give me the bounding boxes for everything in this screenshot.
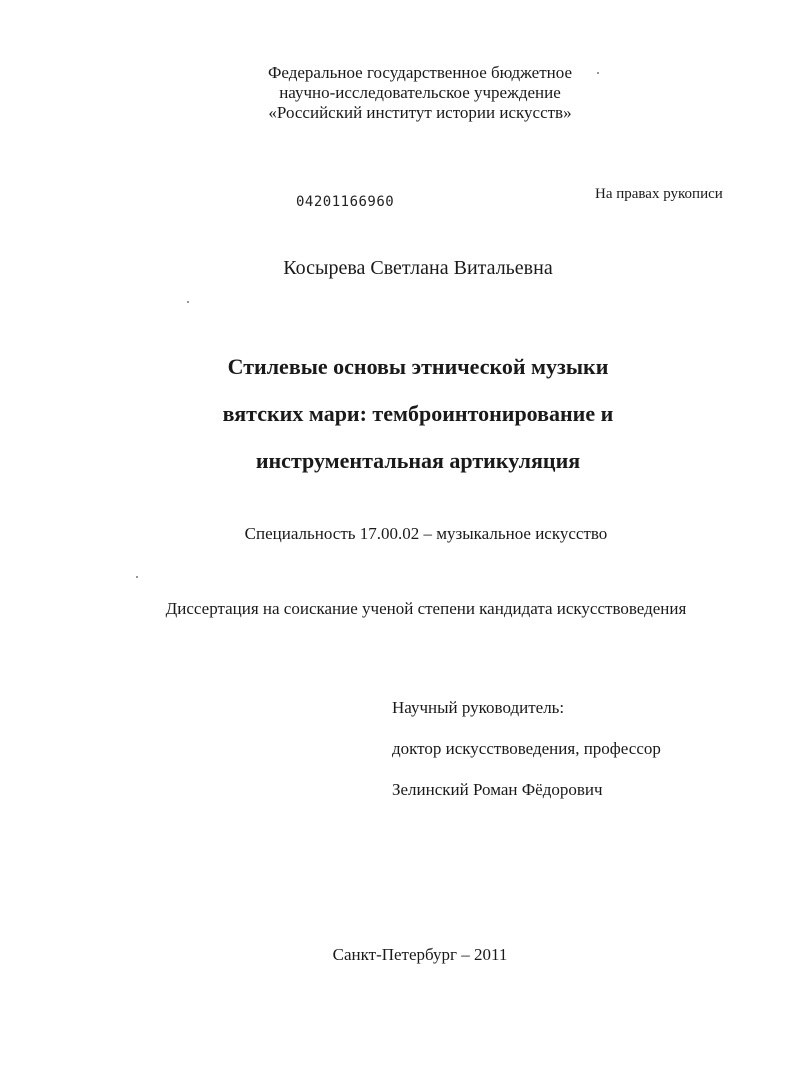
institution-line-3: «Российский институт истории искусств»: [268, 103, 572, 122]
institution-line-1: Федеральное государственное бюджетное: [267, 63, 573, 82]
institution-header: [20, 63, 792, 123]
title-line-3: инструментальная артикуляция: [255, 448, 581, 473]
title-line-1: Стилевые основы этнической музыки: [227, 354, 609, 379]
scan-speck: [136, 576, 138, 578]
scan-speck: [597, 72, 599, 74]
scientific-advisor: [392, 687, 661, 810]
scan-speck: [187, 301, 189, 303]
advisor-name: Зелинский Роман Фёдорович: [392, 780, 603, 799]
dissertation-title: [22, 343, 792, 484]
advisor-degree: доктор искусствоведения, профессор: [392, 739, 661, 758]
registration-code: 04201166960: [296, 194, 395, 210]
author-name: Косырева Светлана Витальевна: [283, 257, 553, 279]
city-year: Санкт-Петербург – 2011: [332, 945, 508, 964]
specialty-line: Специальность 17.00.02 – музыкальное искусство: [244, 524, 608, 543]
institution-line-2: научно-исследовательское учреждение: [279, 83, 561, 102]
dissertation-degree-line: Диссертация на соискание ученой степени кандидата искусствоведения: [165, 599, 687, 618]
title-line-2: вятских мари: темброинтонирование и: [222, 401, 614, 426]
rights-note: На правах рукописи: [595, 186, 723, 202]
advisor-heading: Научный руководитель:: [392, 698, 565, 717]
